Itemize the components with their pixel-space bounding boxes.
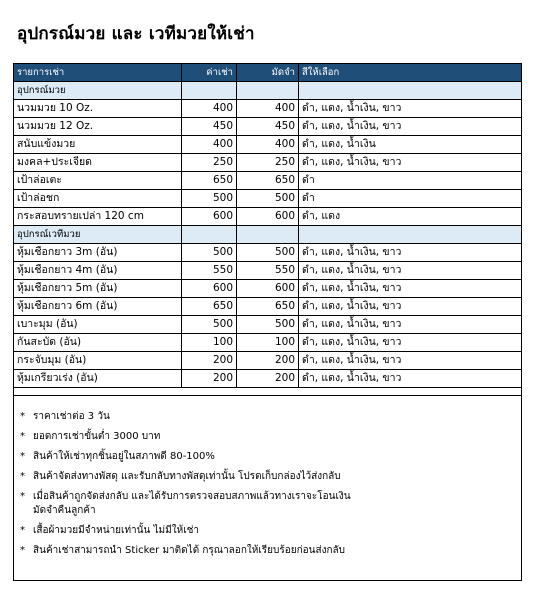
rent-price: 500	[182, 316, 237, 334]
item-name: หุ้มเชือกยาว 5m (อัน)	[14, 280, 182, 298]
note-item	[20, 524, 521, 538]
item-name: หุ้มเชือกยาว 6m (อัน)	[14, 298, 182, 316]
rent-price: 600	[182, 280, 237, 298]
deposit-amount: 600	[237, 208, 299, 226]
item-name: นวมมวย 12 Oz.	[14, 118, 182, 136]
note-text: สินค้าให้เช่าทุกชิ้นอยู่ในสภาพดี 80-100%	[33, 451, 215, 462]
table-row	[14, 334, 522, 352]
color-options: ดำ, แดง, น้ำเงิน, ขาว	[299, 334, 522, 352]
item-name: หุ้มเกรียวเร่ง (อัน)	[14, 370, 182, 388]
asterisk-icon: *	[20, 451, 25, 462]
section-empty-cell	[299, 226, 522, 244]
page-title: อุปกรณ์มวย และ เวทีมวยให้เช่า	[17, 24, 255, 44]
table-header-row	[14, 64, 522, 82]
section-title: อุปกรณ์มวย	[14, 82, 182, 100]
asterisk-icon: *	[20, 431, 25, 442]
table-row	[14, 136, 522, 154]
rental-price-table	[13, 63, 522, 581]
spacer-cell	[14, 388, 522, 396]
note-text: เสื้อผ้ามวยมีจำหน่ายเท่านั้น ไม่มีให้เช่า	[33, 525, 200, 536]
rent-price: 250	[182, 154, 237, 172]
section-empty-cell	[237, 226, 299, 244]
table-row	[14, 244, 522, 262]
table-row	[14, 280, 522, 298]
item-name: สนับแข้งมวย	[14, 136, 182, 154]
color-options: ดำ, แดง, น้ำเงิน, ขาว	[299, 100, 522, 118]
note-item	[20, 490, 521, 518]
deposit-amount: 100	[237, 334, 299, 352]
header-rent: ค่าเช่า	[182, 64, 237, 82]
section-title: อุปกรณ์เวทีมวย	[14, 226, 182, 244]
color-options: ดำ, แดง, น้ำเงิน, ขาว	[299, 244, 522, 262]
asterisk-icon: *	[20, 525, 25, 536]
color-options: ดำ, แดง, น้ำเงิน	[299, 136, 522, 154]
color-options: ดำ	[299, 172, 522, 190]
note-item	[20, 410, 521, 424]
deposit-amount: 650	[237, 172, 299, 190]
rent-price: 600	[182, 208, 237, 226]
rent-price: 200	[182, 370, 237, 388]
item-name: หุ้มเชือกยาว 3m (อัน)	[14, 244, 182, 262]
header-item: รายการเช่า	[14, 64, 182, 82]
table-row	[14, 262, 522, 280]
color-options: ดำ, แดง, น้ำเงิน, ขาว	[299, 352, 522, 370]
table-row	[14, 316, 522, 334]
note-item	[20, 450, 521, 464]
item-name: กระสอบทรายเปล่า 120 cm	[14, 208, 182, 226]
rent-price: 650	[182, 298, 237, 316]
deposit-amount: 500	[237, 316, 299, 334]
asterisk-icon: *	[20, 545, 25, 556]
rent-price: 500	[182, 190, 237, 208]
item-name: มงคล+ประเจียด	[14, 154, 182, 172]
color-options: ดำ, แดง, น้ำเงิน, ขาว	[299, 154, 522, 172]
note-text: มัดจำคืนลูกค้า	[33, 505, 96, 516]
deposit-amount: 400	[237, 100, 299, 118]
deposit-amount: 650	[237, 298, 299, 316]
deposit-amount: 600	[237, 280, 299, 298]
deposit-amount: 500	[237, 190, 299, 208]
deposit-amount: 450	[237, 118, 299, 136]
color-options: ดำ, แดง, น้ำเงิน, ขาว	[299, 370, 522, 388]
table-row	[14, 190, 522, 208]
rent-price: 100	[182, 334, 237, 352]
section-empty-cell	[237, 82, 299, 100]
color-options: ดำ, แดง, น้ำเงิน, ขาว	[299, 316, 522, 334]
color-options: ดำ, แดง, น้ำเงิน, ขาว	[299, 262, 522, 280]
deposit-amount: 200	[237, 352, 299, 370]
rent-price: 400	[182, 100, 237, 118]
section-header-row	[14, 82, 522, 100]
rent-price: 400	[182, 136, 237, 154]
note-item	[20, 470, 521, 484]
table-row	[14, 352, 522, 370]
section-empty-cell	[182, 82, 237, 100]
asterisk-icon: *	[20, 491, 25, 502]
deposit-amount: 250	[237, 154, 299, 172]
note-text: เมื่อสินค้าถูกจัดส่งกลับ และได้รับการตรวจสอบสภาพแล้วทางเราจะโอนเงิน	[33, 491, 351, 502]
table-body	[14, 82, 522, 581]
deposit-amount: 550	[237, 262, 299, 280]
table-row	[14, 154, 522, 172]
spacer-row	[14, 388, 522, 396]
color-options: ดำ, แดง, น้ำเงิน, ขาว	[299, 298, 522, 316]
rent-price: 550	[182, 262, 237, 280]
rent-price: 200	[182, 352, 237, 370]
header-colors: สีให้เลือก	[299, 64, 522, 82]
color-options: ดำ, แดง, น้ำเงิน, ขาว	[299, 280, 522, 298]
note-text: สินค้าจัดส่งทางพัสดุ และรับกลับทางพัสดุเท่านั้น โปรดเก็บกล่องไว้ส่งกลับ	[33, 471, 341, 482]
color-options: ดำ, แดง, น้ำเงิน, ขาว	[299, 118, 522, 136]
color-options: ดำ, แดง	[299, 208, 522, 226]
rent-price: 450	[182, 118, 237, 136]
notes-box	[14, 396, 522, 581]
item-name: หุ้มเชือกยาว 4m (อัน)	[14, 262, 182, 280]
deposit-amount: 200	[237, 370, 299, 388]
table-row	[14, 172, 522, 190]
note-text: ราคาเช่าต่อ 3 วัน	[33, 411, 110, 422]
rent-price: 500	[182, 244, 237, 262]
item-name: เบาะมุม (อัน)	[14, 316, 182, 334]
note-text: สินค้าเช่าสามารถนำ Sticker มาติดได้ กรุณาลอกให้เรียบร้อยก่อนส่งกลับ	[33, 545, 345, 556]
table-row	[14, 370, 522, 388]
table-row	[14, 100, 522, 118]
item-name: นวมมวย 10 Oz.	[14, 100, 182, 118]
table-row	[14, 118, 522, 136]
item-name: เป้าล่อชก	[14, 190, 182, 208]
item-name: กันสะบัด (อัน)	[14, 334, 182, 352]
color-options: ดำ	[299, 190, 522, 208]
section-empty-cell	[299, 82, 522, 100]
asterisk-icon: *	[20, 411, 25, 422]
note-item	[20, 544, 521, 558]
deposit-amount: 400	[237, 136, 299, 154]
item-name: กระจับมุม (อัน)	[14, 352, 182, 370]
note-item	[20, 430, 521, 444]
notes-row	[14, 396, 522, 581]
section-empty-cell	[182, 226, 237, 244]
note-text: ยอดการเช่าขั้นต่ำ 3000 บาท	[33, 431, 161, 442]
header-deposit: มัดจำ	[237, 64, 299, 82]
table-row	[14, 298, 522, 316]
deposit-amount: 500	[237, 244, 299, 262]
rent-price: 650	[182, 172, 237, 190]
section-header-row	[14, 226, 522, 244]
item-name: เป้าล่อเตะ	[14, 172, 182, 190]
table-row	[14, 208, 522, 226]
asterisk-icon: *	[20, 471, 25, 482]
